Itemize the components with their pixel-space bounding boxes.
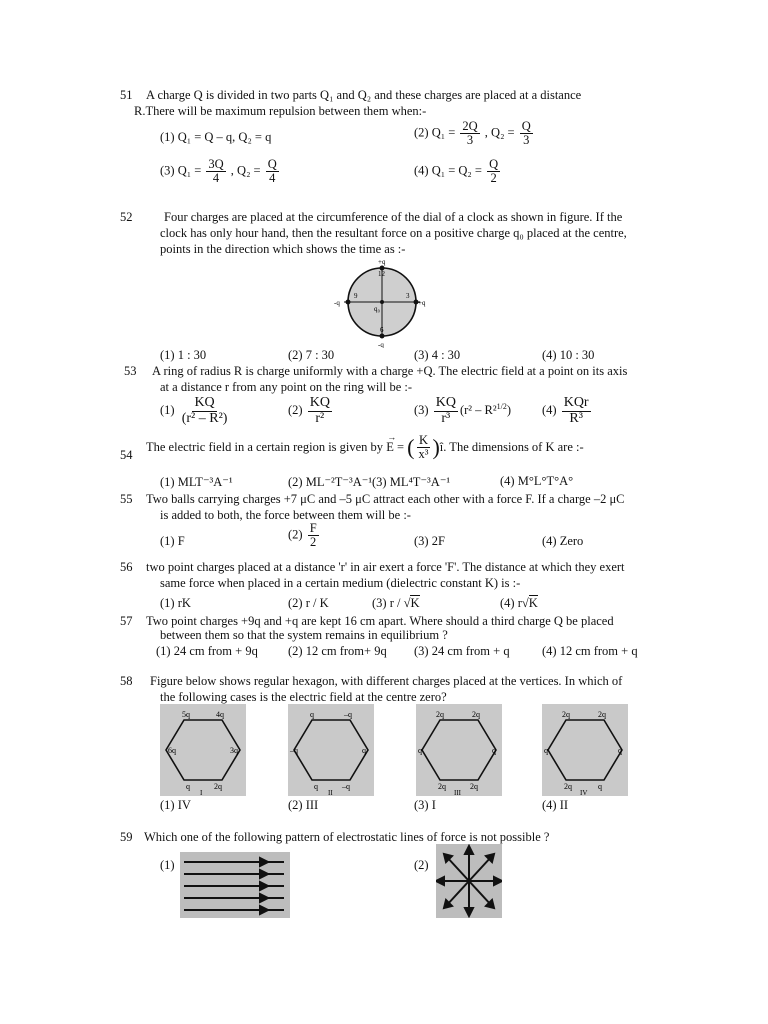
- q55-option2: (2) $\frac{F}{2}$: [288, 521, 317, 550]
- q52-option2: (2) 7 : 30: [288, 348, 335, 362]
- clock-mark-6: 6: [380, 326, 384, 334]
- q57-option1: (1) 24 cm from + 9q: [156, 644, 258, 658]
- q55-option1: (1) F: [160, 534, 185, 548]
- hexagon-figure-4: [542, 704, 628, 796]
- hexagon-figure-3: [416, 704, 502, 796]
- q58-option3: (3) I: [414, 798, 436, 812]
- q57-option2: (2) 12 cm from+ 9q: [288, 644, 387, 658]
- svg-text:2q: 2q: [214, 782, 222, 791]
- q51-line1: A charge Q is divided in two parts Q₁ and Q₂ and these charges are placed at a distance: [146, 88, 582, 102]
- q53-number: 53: [124, 364, 137, 378]
- q51-option1: (1) Q₁ = Q – q, Q₂ = q: [160, 130, 272, 144]
- q56-option2: (2) r / K: [288, 596, 329, 610]
- q56-option4: (4) r√K: [500, 596, 538, 610]
- svg-text:q: q: [544, 746, 548, 755]
- q56-number: 56: [120, 560, 133, 574]
- svg-text:2q: 2q: [438, 782, 446, 791]
- q58-line2: the following cases is the electric field at the centre zero?: [160, 690, 447, 704]
- q53-option3: (3) $\frac{KQ}{\text{r³}}$ (r² – R²$^{1/2}$): [414, 395, 512, 426]
- clock-left-charge: -q: [334, 299, 340, 307]
- svg-text:4q: 4q: [216, 710, 224, 719]
- q59-line1: Which one of the following pattern of electrostatic lines of force is not possible ?: [144, 830, 550, 844]
- q52-line1: Four charges are placed at the circumference of the dial of a clock as shown in figure. If the: [164, 210, 623, 224]
- clock-mark-9: 9: [354, 292, 358, 300]
- q58-option2: (2) III: [288, 798, 319, 812]
- q55-line1: Two balls carrying charges +7 μC and –5 μC attract each other with a force F. If a charge –2 μC: [146, 492, 625, 506]
- q51-option2: (2) Q₁ = $\frac{2Q}{3}$ , Q₂ = $\frac{Q}{3}$: [414, 119, 531, 148]
- hexagon-figure-1: [160, 704, 246, 796]
- q51-option3: (3) Q₁ = $\frac{3Q}{4}$ , Q₂ = $\frac{Q}{4}$: [160, 157, 277, 186]
- q52-option3: (3) 4 : 30: [414, 348, 461, 362]
- q51-option4: (4) Q₁ = Q₂ = $\frac{Q}{2}$: [414, 157, 499, 186]
- q56-option3: (3) r / √K: [372, 596, 420, 610]
- clock-bottom-charge: -q: [378, 341, 384, 348]
- clock-mark-3: 3: [406, 292, 410, 300]
- q55-number: 55: [120, 492, 133, 506]
- svg-text:3q: 3q: [230, 746, 238, 755]
- q56-line2: same force when placed in a certain medium (dielectric constant K) is :-: [160, 576, 521, 590]
- svg-text:–q: –q: [344, 710, 352, 719]
- clock-right-charge: +q: [418, 299, 426, 307]
- svg-text:2q: 2q: [562, 710, 570, 719]
- clock-top-charge: +q: [378, 258, 386, 266]
- q57-number: 57: [120, 614, 133, 628]
- q57-line2: between them so that the system remains in equilibrium ?: [160, 628, 448, 642]
- q58-option4: (4) II: [542, 798, 569, 812]
- q56-line1: two point charges placed at a distance 'r' in air exert a force 'F'. The distance at which they exert: [146, 560, 625, 574]
- q57-option3: (3) 24 cm from + q: [414, 644, 510, 658]
- q56-option1: (1) rK: [160, 596, 191, 610]
- q52-line2: clock has only hour hand, then the resultant force on a positive charge q₀ placed at the centre,: [160, 226, 627, 240]
- svg-text:II: II: [328, 789, 333, 796]
- hexagon-figure-2: [288, 704, 374, 796]
- svg-text:q: q: [598, 782, 602, 791]
- q54-option2: (2) ML⁻²T⁻³A⁻¹: [288, 475, 373, 489]
- svg-text:–q: –q: [342, 782, 350, 791]
- q51-line2: R.There will be maximum repulsion between them when:-: [134, 104, 427, 118]
- q51-number: 51: [120, 88, 133, 102]
- svg-text:2q: 2q: [598, 710, 606, 719]
- q58-option1: (1) IV: [160, 798, 191, 812]
- q59-number: 59: [120, 830, 133, 844]
- svg-text:q: q: [618, 746, 622, 755]
- clock-center-charge: q₀: [374, 305, 380, 313]
- q52-option4: (4) 10 : 30: [542, 348, 595, 362]
- q52-line3: points in the direction which shows the time as :-: [160, 242, 406, 256]
- q52-option1: (1) 1 : 30: [160, 348, 207, 362]
- svg-text:q: q: [492, 746, 496, 755]
- clock-figure: [334, 258, 430, 348]
- svg-text:q: q: [186, 782, 190, 791]
- svg-text:IV: IV: [580, 789, 588, 796]
- svg-text:5q: 5q: [182, 710, 190, 719]
- q58-line1: Figure below shows regular hexagon, with different charges placed at the vertices. In which of: [150, 674, 623, 688]
- q54-number: 54: [120, 448, 133, 462]
- q54-option4: (4) M°L°T°A°: [500, 474, 574, 488]
- svg-text:I: I: [200, 789, 203, 796]
- svg-text:q: q: [418, 746, 422, 755]
- q54-option3: (3) ML⁴T⁻³A⁻¹: [372, 475, 451, 489]
- svg-text:2q: 2q: [472, 710, 480, 719]
- q55-line2: is added to both, the force between them will be :-: [160, 508, 411, 522]
- q53-line2: at a distance r from any point on the ring will be :-: [160, 380, 413, 394]
- svg-text:2q: 2q: [470, 782, 478, 791]
- q57-line1: Two point charges +9q and +q are kept 16 cm apart. Where should a third charge Q be placed: [146, 614, 614, 628]
- svg-text:q: q: [310, 710, 314, 719]
- q58-number: 58: [120, 674, 133, 688]
- q53-line1: A ring of radius R is charge uniformly with a charge +Q. The electric field at a point on its axis: [152, 364, 628, 378]
- q54-option1: (1) MLT⁻³A⁻¹: [160, 475, 233, 489]
- svg-text:2q: 2q: [436, 710, 444, 719]
- q59-option1: (1): [160, 858, 175, 872]
- q53-option4: (4) $\frac{\text{KQr}}{\text{R³}}$: [542, 395, 589, 426]
- q57-option4: (4) 12 cm from + q: [542, 644, 638, 658]
- q55-option4: (4) Zero: [542, 534, 584, 548]
- clock-mark-12: 12: [378, 270, 385, 278]
- svg-text:q: q: [314, 782, 318, 791]
- q54-statement: The electric field in a certain region is given by → E = ( $\frac{K}{\text{x³}}$ )î. The dimensions of K are :-: [146, 432, 584, 462]
- field-lines-radial: [436, 844, 502, 918]
- q53-option2: (2) $\frac{KQ}{\text{r²}}$: [288, 395, 330, 426]
- svg-text:2q: 2q: [564, 782, 572, 791]
- q55-option3: (3) 2F: [414, 534, 445, 548]
- field-lines-parallel: [180, 852, 290, 918]
- svg-text:III: III: [454, 789, 461, 796]
- q52-number: 52: [120, 210, 133, 224]
- svg-text:–q: –q: [290, 746, 298, 755]
- svg-text:q: q: [362, 746, 366, 755]
- q59-option2: (2): [414, 858, 429, 872]
- q53-option1: (1) $\frac{KQ}{\text{(r² – R²)}}$: [160, 395, 228, 426]
- svg-text:6q: 6q: [168, 746, 176, 755]
